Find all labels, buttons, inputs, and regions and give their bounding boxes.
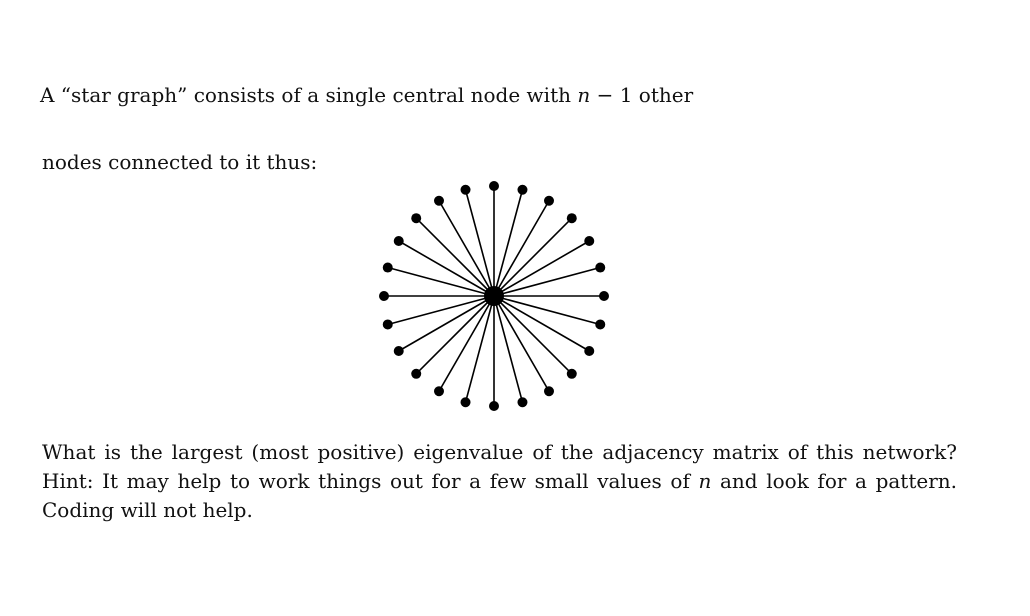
star-graph-leaf-node (489, 401, 499, 411)
star-graph-leaf-node (599, 291, 609, 301)
star-graph-figure (370, 176, 620, 416)
star-graph-edge (494, 296, 522, 402)
hint-variable-n: n (698, 469, 712, 493)
hint-text-start: Hint: It may help to work things out for a few small values of (42, 469, 699, 493)
star-graph-leaf-node (461, 397, 471, 407)
star-graph-leaf-node (411, 213, 421, 223)
star-graph-center-node (484, 286, 504, 306)
star-graph-leaf-node (434, 386, 444, 396)
star-graph-edge (388, 268, 494, 296)
star-graph-leaf-node (567, 213, 577, 223)
coding-note: Coding will not help. (42, 498, 253, 522)
hint-text (42, 467, 957, 495)
star-graph-leaf-node (383, 319, 393, 329)
star-graph-leaf-node (517, 397, 527, 407)
star-graph-edge (494, 296, 600, 324)
star-graph-edge (494, 268, 600, 296)
intro-line-2: nodes connected to it thus: (42, 150, 318, 174)
star-graph-leaf-node (461, 185, 471, 195)
star-graph-leaf-node (567, 369, 577, 379)
star-graph-leaf-node (517, 185, 527, 195)
star-graph-leaf-node (394, 236, 404, 246)
star-graph-edge (494, 190, 522, 296)
star-graph-leaf-node (411, 369, 421, 379)
star-graph-leaf-node (544, 386, 554, 396)
star-graph-leaf-node (584, 346, 594, 356)
star-graph-edge (466, 296, 494, 402)
star-graph-leaf-node (595, 319, 605, 329)
star-graph-leaf-node (379, 291, 389, 301)
star-graph-edge (466, 190, 494, 296)
intro-line-1 (40, 81, 693, 109)
star-graph-leaf-node (383, 263, 393, 273)
star-graph-leaf-node (489, 181, 499, 191)
star-graph-leaf-node (584, 236, 594, 246)
question-text: What is the largest (most positive) eigenvalue of the adjacency matrix of this network? (42, 440, 957, 464)
intro-text-end: − 1 other (590, 83, 694, 107)
star-graph-edge (388, 296, 494, 324)
star-graph-leaf-node (544, 196, 554, 206)
star-graph-leaf-node (434, 196, 444, 206)
star-graph-leaf-node (394, 346, 404, 356)
variable-n: n (577, 83, 591, 107)
intro-text-start: A “star graph” consists of a single central node with (40, 83, 578, 107)
star-graph-leaf-node (595, 263, 605, 273)
hint-text-end: and look for a pattern. (711, 469, 958, 493)
